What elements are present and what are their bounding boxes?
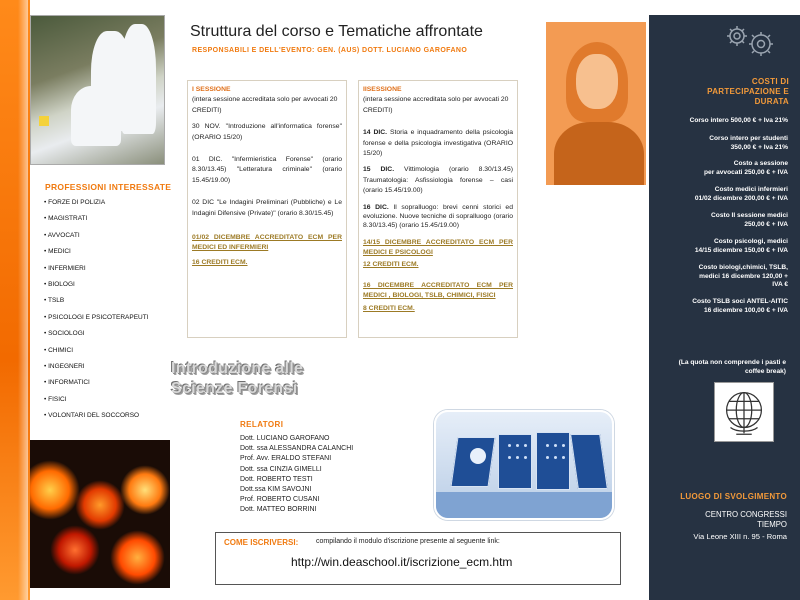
professions-list (44, 198, 149, 427)
list-item: Prof. ROBERTO CUSANI (240, 496, 320, 504)
registration-box (215, 532, 621, 585)
session-item (363, 165, 513, 196)
registration-text: compilando il modulo d'iscrizione presente al seguente link: (316, 538, 500, 545)
globe-icon (715, 383, 773, 441)
list-item: • FORZE DI POLIZIA (44, 198, 149, 214)
list-item: • MEDICI (44, 247, 149, 263)
left-column (0, 0, 175, 600)
intro-title-line: Scienze Forensi (171, 380, 298, 397)
responsible-line: RESPONSABILI E DELL'EVENTO: GEN. (AUS) DOTT. LUCIANO GAROFANO (192, 47, 468, 54)
list-item: • VOLONTARI DEL SOCCORSO (44, 411, 149, 427)
list-item: • CHIMICI (44, 346, 149, 362)
control-room-photo (434, 410, 614, 520)
cost-item: Corso intero per studenti 350,00 € + Iva 21% (709, 135, 788, 151)
glowing-lights-photo (30, 440, 170, 588)
session-item: 30 NOV. "Introduzione all'informatica forense" (ORARIO 15/20) (192, 123, 342, 141)
orange-stripe (0, 0, 30, 600)
list-item: • INGEGNERI (44, 362, 149, 378)
list-item: • PSICOLOGI E PSICOTERAPEUTI (44, 313, 149, 329)
quota-note: (La quota non comprende i pasti e coffee break) (678, 359, 786, 375)
cost-item: Costo medici infermieri 01/02 dicembre 200,00 € + IVA (694, 186, 788, 202)
gears-icon (719, 20, 789, 60)
session-item (363, 128, 513, 159)
cost-item: Costo a sessione per avvocati 250,00 € + IVA (704, 160, 788, 176)
list-item: Dott. ssa CINZIA GIMELLI (240, 465, 322, 473)
cost-item: Costo TSLB soci ANTEL-AITIC 16 dicembre 100,00 € + IVA (692, 298, 788, 314)
speakers-list (240, 434, 353, 516)
list-item: • INFERMIERI (44, 264, 149, 280)
list-item: • TSLB (44, 296, 149, 312)
speakers-heading: RELATORI (240, 420, 284, 429)
venue-address: Via Leone XIII n. 95 - Roma (693, 532, 787, 541)
registration-label: COME ISCRIVERSI: (224, 538, 299, 547)
list-item: Prof. Avv. ERALDO STEFANI (240, 455, 332, 463)
session-text: Storia e inquadramento della psicologia forense e della psicologia investigativa (ORARIO 15/20) (363, 129, 513, 158)
session-1-box (187, 80, 347, 338)
professions-heading: PROFESSIONI INTERESSATE (45, 182, 172, 192)
intro-title-line: Introduzione alle (171, 360, 304, 377)
ecm-credits: 8 CREDITI ECM. (363, 304, 415, 312)
ecm-accreditation: 01/02 DICEMBRE ACCREDITATO ECM PER MEDICI ED INFERMIERI (192, 234, 342, 252)
list-item: Dott. ssa ALESSANDRA CALANCHI (240, 445, 354, 453)
session-item: 01 DIC. "Infermieristica Forense" (orario 8.30/13.45) "Letteratura criminale" (orario 15.45/19.00) (192, 156, 342, 184)
list-item: • SOCIOLOGI (44, 329, 149, 345)
list-item: • INFORMATICI (44, 378, 149, 394)
costs-heading-line: PARTECIPAZIONE E (707, 87, 789, 96)
intro-title (171, 359, 303, 399)
session-text: Vittimologia (orario 8.30/13.45) Traumatologia: Asfissiologia forense – casi (orario 15.45/19.00) (363, 166, 513, 195)
costs-heading-line: COSTI DI (751, 77, 789, 86)
ecm-accreditation: 14/15 DICEMBRE ACCREDITATO ECM PER MEDICI E PSICOLOGI (363, 238, 513, 257)
registration-link[interactable]: http://win.deaschool.it/iscrizione_ecm.htm (291, 555, 513, 569)
session-title: IISESSIONE (363, 86, 402, 93)
costs-heading (649, 77, 789, 107)
session-date: 15 DIC. (363, 166, 395, 174)
list-item: Dott. LUCIANO GAROFANO (240, 435, 330, 442)
session-note: (intera sessione accreditata solo per avvocati 20 CREDITI) (363, 96, 509, 114)
cost-item: Costo biologi,chimici, TSLB, medici 16 dicembre 120,00 + IVA € (698, 264, 788, 289)
session-date: 14 DIC. (363, 129, 388, 137)
ecm-credits: 12 CREDITI ECM. (363, 261, 419, 269)
list-item: Dott. ROBERTO TESTI (240, 475, 313, 483)
venue-name: CENTRO CONGRESSI TIEMPO (705, 510, 787, 529)
forensics-team-photo (30, 15, 165, 165)
venue-heading: LUOGO DI SVOLGIMENTO (680, 492, 787, 501)
session-title: I SESSIONE (192, 86, 231, 93)
session-note: (intera sessione accreditata solo per avvocati 20 CREDITI) (192, 96, 338, 114)
session-2-box (358, 80, 518, 338)
session-item: 02 DIC "Le Indagini Preliminari (Pubbliche) e Le Indagini Difensive (Private)" (orario 8.30/15.45) (192, 199, 342, 217)
list-item: • AVVOCATI (44, 231, 149, 247)
session-date: 16 DIC. (363, 203, 389, 211)
page-title: Struttura del corso e Tematiche affrontate (190, 23, 483, 40)
cost-item: Corso intero 500,00 € + Iva 21% (689, 117, 788, 124)
woman-photo (546, 22, 646, 185)
right-panel (649, 15, 800, 600)
list-item: • MAGISTRATI (44, 214, 149, 230)
session-text: Il sopralluogo: brevi cenni storici ed evoluzione. Nuove tecniche di sopralluogo (orario 8.30/13.45) (orario 15.45/19.00) (363, 203, 513, 229)
list-item: • BIOLOGI (44, 280, 149, 296)
cost-item: Costo psicologi, medici 14/15 dicembre 150,00 € + IVA (694, 238, 788, 254)
costs-heading-line: DURATA (754, 97, 789, 106)
ecm-credits: 16 CREDITI ECM. (192, 258, 248, 266)
globe-logo (714, 382, 774, 442)
list-item: Dott. MATTEO BORRINI (240, 506, 317, 514)
ecm-accreditation: 16 DICEMBRE ACCREDITATO ECM PER MEDICI , BIOLOGI, TSLB, CHIMICI, FISICI (363, 281, 513, 300)
cost-item: Costo II sessione medici 250,00 € + IVA (711, 212, 788, 228)
list-item: Dott.ssa KIM SAVOJNI (240, 485, 312, 493)
list-item: • FISICI (44, 395, 149, 411)
session-item (363, 203, 513, 230)
